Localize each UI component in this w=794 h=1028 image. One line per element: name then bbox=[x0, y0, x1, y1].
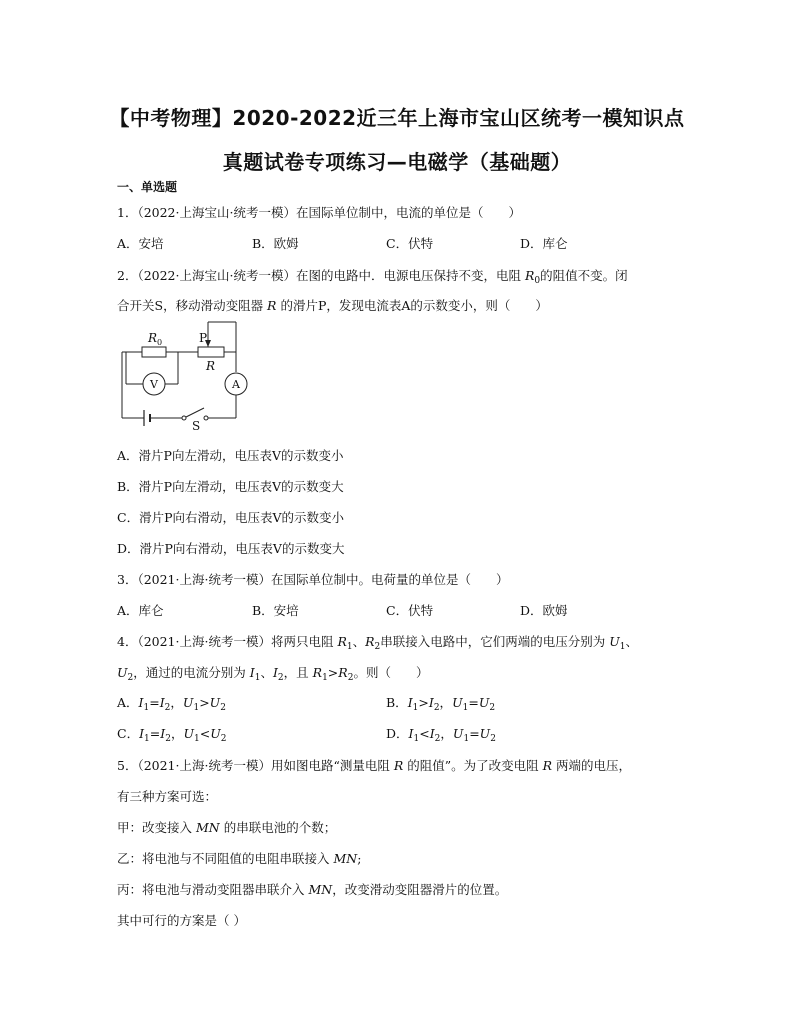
q4-b-i1: I bbox=[407, 695, 413, 710]
q4-b-u2: U bbox=[478, 695, 490, 710]
switch-contact-left bbox=[182, 416, 186, 420]
q2-stem-text-b: 的阻值不变。闭 bbox=[540, 268, 628, 283]
q5-text-c: 两端的电压， bbox=[552, 758, 631, 773]
q4-c-u1-sub: 1 bbox=[194, 734, 200, 744]
circuit-diagram bbox=[112, 318, 252, 430]
q5-bing-mn: MN bbox=[308, 882, 333, 897]
q4-c-u2-sub: 2 bbox=[220, 734, 227, 744]
q5-text-a: 5．（2021·上海·统考一模）用如图电路“测量电阻 bbox=[117, 758, 394, 773]
q4-text-f: 、 bbox=[260, 665, 273, 680]
q2-stem2-text-a: 合开关S，移动滑动变阻器 bbox=[117, 298, 268, 313]
q4-a-i1-sub: 1 bbox=[143, 703, 150, 713]
q4-cmp-r1-sub: 1 bbox=[322, 673, 328, 683]
q5-plan-yi bbox=[117, 849, 361, 867]
q3-option-b: B．安培 bbox=[252, 603, 299, 618]
q4-c-sep: ， bbox=[170, 726, 184, 741]
q2-stem2-text-b: 的滑片P，发现电流表A的示数变小，则（ ） bbox=[276, 298, 548, 313]
q4-a-i2: I bbox=[159, 695, 165, 710]
q4-d-u1-sub: 1 bbox=[463, 734, 470, 744]
q4-cmp-r2-sub: 2 bbox=[347, 673, 354, 683]
q4-u2-sub: 2 bbox=[127, 673, 134, 683]
label-voltmeter: V bbox=[150, 378, 158, 391]
q4-b-u2-sub: 2 bbox=[489, 703, 496, 713]
q5-plan-bing bbox=[117, 880, 507, 898]
q4-text-d: 、 bbox=[625, 634, 639, 649]
q4-b-i1-sub: 1 bbox=[412, 703, 419, 713]
q4-r1-sub: 1 bbox=[346, 642, 353, 652]
question-5-stem-line1 bbox=[117, 756, 631, 774]
q4-a-eq2: > bbox=[199, 695, 210, 710]
q4-b-eq1: > bbox=[418, 695, 429, 710]
label-r0: R bbox=[148, 331, 158, 345]
question-2-stem-line2 bbox=[117, 296, 548, 314]
q4-a-u2-sub: 2 bbox=[220, 703, 226, 713]
q4-c-i2: I bbox=[160, 726, 166, 741]
q4-option-c bbox=[117, 724, 227, 742]
q4-text-g: ，且 bbox=[283, 665, 313, 680]
q2-option-a: A．滑片P向左滑动，电压表V的示数变小 bbox=[117, 448, 344, 463]
q4-i2: I bbox=[272, 665, 278, 680]
q4-a-sep: ， bbox=[170, 695, 183, 710]
q4-c-label: C． bbox=[117, 726, 140, 741]
q4-d-i1: I bbox=[408, 726, 414, 741]
q4-u1-sub: 1 bbox=[619, 642, 626, 652]
q4-b-sep: ， bbox=[439, 695, 453, 710]
question-2-stem-line1 bbox=[117, 266, 628, 284]
q4-text-c: 串联接入电路中，它们两端的电压分别为 bbox=[380, 634, 610, 649]
q4-d-eq1: < bbox=[419, 726, 430, 741]
q5-bing-a: 丙：将电池与滑动变阻器串联介入 bbox=[117, 882, 309, 897]
q4-d-eq2: = bbox=[469, 726, 480, 741]
q4-c-i1-sub: 1 bbox=[144, 734, 150, 744]
question-4-stem-line2 bbox=[117, 663, 428, 681]
q4-d-sep: ， bbox=[440, 726, 453, 741]
q5-jia-b: 的串联电池的个数； bbox=[219, 820, 337, 835]
q2-r0-symbol: R bbox=[524, 268, 535, 283]
resistor-r0 bbox=[142, 347, 166, 357]
q4-d-u2-sub: 2 bbox=[490, 734, 496, 744]
q5-yi-mn: MN bbox=[333, 851, 358, 866]
q2-stem-text-a: 2．（2022·上海宝山·统考一模）在图的电路中．电源电压保持不变，电阻 bbox=[117, 268, 525, 283]
page-title-line2: 真题试卷专项练习—电磁学（基础题） bbox=[222, 150, 572, 174]
q5-r: R bbox=[393, 758, 404, 773]
question-1-stem: 1．（2022·上海宝山·统考一模）在国际单位制中，电流的单位是（ ） bbox=[117, 205, 521, 220]
q4-a-label: A． bbox=[117, 695, 139, 710]
q5-plan-jia bbox=[117, 818, 336, 836]
q4-i1-sub: 1 bbox=[254, 673, 261, 683]
q4-d-i2-sub: 2 bbox=[434, 734, 441, 744]
q4-r2-sub: 2 bbox=[374, 642, 381, 652]
q3-option-d: D．欧姆 bbox=[520, 603, 568, 618]
switch-contact-right bbox=[204, 416, 208, 420]
q5-jia-a: 甲：改变接入 bbox=[117, 820, 196, 835]
q4-b-i2: I bbox=[428, 695, 434, 710]
q4-d-i1-sub: 1 bbox=[413, 734, 420, 744]
rheostat-r bbox=[198, 347, 224, 357]
q4-d-i2: I bbox=[429, 726, 435, 741]
q4-c-u1: U bbox=[183, 726, 194, 741]
label-ammeter: A bbox=[232, 378, 240, 391]
q4-c-eq1: = bbox=[149, 726, 161, 741]
q4-text-b: 、 bbox=[352, 634, 366, 649]
q4-cmp-r2: R bbox=[338, 665, 348, 680]
question-5-stem-line2: 有三种方案可选： bbox=[117, 789, 218, 804]
q2-option-d: D．滑片P向右滑动，电压表V的示数变大 bbox=[117, 541, 345, 556]
q2-option-c: C．滑片P向右滑动，电压表V的示数变小 bbox=[117, 510, 345, 525]
q4-a-i1: I bbox=[138, 695, 144, 710]
q4-d-u2: U bbox=[479, 726, 491, 741]
q2-option-b: B．滑片P向左滑动，电压表V的示数变大 bbox=[117, 479, 344, 494]
q4-d-label: D． bbox=[386, 726, 409, 741]
q2-r-symbol: R bbox=[267, 298, 277, 313]
q4-text-h: 。则（ ） bbox=[353, 665, 429, 680]
q5-r2: R bbox=[542, 758, 553, 773]
q4-text-e: ，通过的电流分别为 bbox=[133, 665, 250, 680]
q4-c-eq2: < bbox=[199, 726, 211, 741]
q4-cmp-r1: R bbox=[312, 665, 323, 680]
q4-c-u2: U bbox=[210, 726, 221, 741]
q4-r2: R bbox=[365, 634, 375, 649]
q4-d-u1: U bbox=[452, 726, 464, 741]
label-r: R bbox=[206, 359, 216, 373]
label-r0-sub: 0 bbox=[157, 338, 163, 347]
q4-cmp-gt: > bbox=[327, 665, 339, 680]
label-p: P bbox=[199, 331, 208, 345]
q4-option-b bbox=[386, 693, 495, 711]
q5-final-question: 其中可行的方案是（ ） bbox=[117, 913, 246, 928]
q4-i1: I bbox=[249, 665, 255, 680]
section-heading: 一、单选题 bbox=[117, 180, 178, 194]
q1-option-c: C．伏特 bbox=[386, 236, 434, 251]
q3-option-a: A．库仑 bbox=[117, 603, 164, 618]
question-4-stem-line1 bbox=[117, 632, 638, 650]
page-title-line1: 【中考物理】2020-2022近三年上海市宝山区统考一模知识点 bbox=[109, 106, 685, 130]
q4-option-d bbox=[386, 724, 496, 742]
q4-c-i1: I bbox=[139, 726, 145, 741]
q4-r1: R bbox=[337, 634, 347, 649]
q1-option-a: A．安培 bbox=[117, 236, 164, 251]
q4-u1: U bbox=[609, 634, 620, 649]
q4-a-i2-sub: 2 bbox=[164, 703, 171, 713]
q4-c-i2-sub: 2 bbox=[165, 734, 171, 744]
q2-r0-sub: 0 bbox=[534, 276, 541, 286]
q4-a-u1-sub: 1 bbox=[193, 703, 200, 713]
switch-lever bbox=[186, 408, 204, 417]
q4-b-u1: U bbox=[452, 695, 463, 710]
q4-b-eq2: = bbox=[468, 695, 479, 710]
q5-bing-b: ，改变滑动变阻器滑片的位置。 bbox=[332, 882, 508, 897]
q4-b-label: B． bbox=[386, 695, 408, 710]
q5-yi-a: 乙：将电池与不同阻值的电阻串联接入 bbox=[117, 851, 334, 866]
q4-u2: U bbox=[117, 665, 128, 680]
q5-yi-b: ; bbox=[357, 851, 362, 866]
q5-jia-mn: MN bbox=[195, 820, 220, 835]
q4-i2-sub: 2 bbox=[277, 673, 284, 683]
q1-option-d: D．库仑 bbox=[520, 236, 568, 251]
q4-b-u1-sub: 1 bbox=[462, 703, 469, 713]
q4-text-a: 4．（2021·上海·统考一模）将两只电阻 bbox=[117, 634, 338, 649]
q4-a-u2: U bbox=[209, 695, 221, 710]
question-3-stem: 3．（2021·上海·统考一模）在国际单位制中。电荷量的单位是（ ） bbox=[117, 572, 509, 587]
q4-option-a bbox=[117, 693, 226, 711]
label-switch: S bbox=[192, 419, 201, 430]
q4-a-eq1: = bbox=[149, 695, 160, 710]
q5-text-b: 的阻值”。为了改变电阻 bbox=[403, 758, 543, 773]
q4-b-i2-sub: 2 bbox=[433, 703, 440, 713]
q3-option-c: C．伏特 bbox=[386, 603, 434, 618]
q1-option-b: B．欧姆 bbox=[252, 236, 299, 251]
q4-a-u1: U bbox=[182, 695, 194, 710]
